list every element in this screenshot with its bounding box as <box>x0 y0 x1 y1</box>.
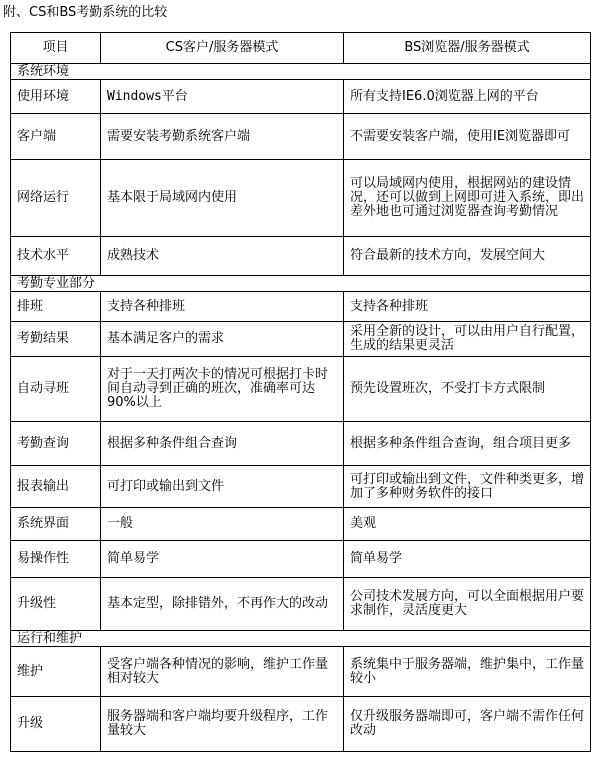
cs-cell: 根据多种条件组合查询 <box>101 422 344 466</box>
table-row <box>11 541 591 578</box>
comparison-table <box>10 32 591 752</box>
row-label: 报表输出 <box>11 466 101 508</box>
table-row <box>11 322 591 357</box>
cs-cell: 服务器端和客户端均要升级程序，工作量较大 <box>101 697 344 752</box>
bs-cell: 系统集中于服务器端，维护集中，工作量较小 <box>344 647 591 697</box>
bs-cell: 美观 <box>344 508 591 541</box>
bs-cell: 可以局域网内使用，根据网站的建设情况，还可以做到上网即可进入系统，即出差外地也可通过浏览器查询考勤情况 <box>344 160 591 237</box>
row-label: 网络运行 <box>11 160 101 237</box>
table-row <box>11 357 591 422</box>
row-label: 维护 <box>11 647 101 697</box>
header-cs: CS客户/服务器模式 <box>101 33 344 64</box>
table-row <box>11 237 591 276</box>
section-row <box>11 631 591 647</box>
row-label: 升级 <box>11 697 101 752</box>
row-label: 升级性 <box>11 578 101 631</box>
table-row <box>11 647 591 697</box>
bs-cell: 仅升级服务器端即可，客户端不需作任何改动 <box>344 697 591 752</box>
section-title: 系统环境 <box>11 64 591 80</box>
cs-cell: 基本满足客户的需求 <box>101 322 344 357</box>
row-label: 客户端 <box>11 114 101 160</box>
bs-cell: 符合最新的技术方向，发展空间大 <box>344 237 591 276</box>
cs-cell: 基本定型，除排错外，不再作大的改动 <box>101 578 344 631</box>
row-label: 排班 <box>11 292 101 322</box>
bs-cell: 采用全新的设计，可以由用户自行配置，生成的结果更灵活 <box>344 322 591 357</box>
section-row <box>11 64 591 80</box>
table-row <box>11 697 591 752</box>
cs-cell: 简单易学 <box>101 541 344 578</box>
cs-cell: 支持各种排班 <box>101 292 344 322</box>
table-row <box>11 160 591 237</box>
row-label: 考勤查询 <box>11 422 101 466</box>
section-row <box>11 276 591 292</box>
bs-cell: 简单易学 <box>344 541 591 578</box>
header-row <box>11 33 591 64</box>
table-row <box>11 466 591 508</box>
table-row <box>11 508 591 541</box>
table-row <box>11 80 591 114</box>
row-label: 自动寻班 <box>11 357 101 422</box>
table-row <box>11 114 591 160</box>
row-label: 系统界面 <box>11 508 101 541</box>
bs-cell: 所有支持IE6.0浏览器上网的平台 <box>344 80 591 114</box>
cs-cell: Windows平台 <box>101 80 344 114</box>
cs-cell: 一般 <box>101 508 344 541</box>
cs-cell: 可打印或输出到文件 <box>101 466 344 508</box>
cs-cell: 受客户端各种情况的影响，维护工作量相对较大 <box>101 647 344 697</box>
row-label: 技术水平 <box>11 237 101 276</box>
bs-cell: 支持各种排班 <box>344 292 591 322</box>
bs-cell: 可打印或输出到文件，文件种类更多，增加了多种财务软件的接口 <box>344 466 591 508</box>
header-bs: BS浏览器/服务器模式 <box>344 33 591 64</box>
section-title: 运行和维护 <box>11 631 591 647</box>
bs-cell: 公司技术发展方向，可以全面根据用户要求制作，灵活度更大 <box>344 578 591 631</box>
bs-cell: 根据多种条件组合查询，组合项目更多 <box>344 422 591 466</box>
row-label: 易操作性 <box>11 541 101 578</box>
bs-cell: 预先设置班次，不受打卡方式限制 <box>344 357 591 422</box>
cs-cell: 基本限于局域网内使用 <box>101 160 344 237</box>
cs-cell: 对于一天打两次卡的情况可根据打卡时间自动寻到正确的班次，准确率可达90%以上 <box>101 357 344 422</box>
bs-cell: 不需要安装客户端，使用IE浏览器即可 <box>344 114 591 160</box>
header-item: 项目 <box>11 33 101 64</box>
section-title: 考勤专业部分 <box>11 276 591 292</box>
table-row <box>11 578 591 631</box>
document-caption: 附、CS和BS考勤系统的比较 <box>3 5 168 20</box>
table-row <box>11 422 591 466</box>
row-label: 考勤结果 <box>11 322 101 357</box>
cs-cell: 需要安装考勤系统客户端 <box>101 114 344 160</box>
cs-cell: 成熟技术 <box>101 237 344 276</box>
row-label: 使用环境 <box>11 80 101 114</box>
table-row <box>11 292 591 322</box>
